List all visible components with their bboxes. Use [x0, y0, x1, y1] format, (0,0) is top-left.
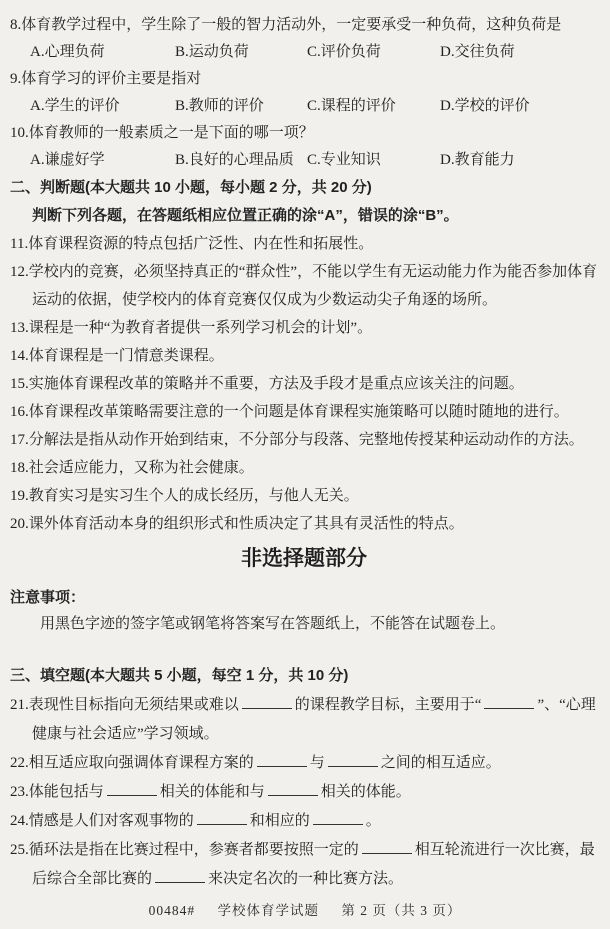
tf-item: 12.学校内的竞赛，必须坚持真正的“群众性”，不能以学生有无运动能力作为能否参加体育运动的依据，使学校内的体育竞赛仅仅成为少数运动尖子角逐的场所。 — [10, 264, 598, 308]
fill-blank-item: 22.相互适应取向强调体育课程方案的 与 之间的相互适应。 — [10, 755, 501, 771]
tf-item: 16.体育课程改革策略需要注意的一个问题是体育课程实施策略可以随时随地的进行。 — [10, 404, 569, 420]
judge-section-instruction: 判断下列各题，在答题纸相应位置正确的涂“A”，错误的涂“B”。 — [32, 207, 459, 224]
options-row — [10, 39, 598, 66]
non-choice-heading: 非选择题部分 — [241, 547, 367, 570]
tf-item: 11.体育课程资源的特点包括广泛性、内在性和拓展性。 — [10, 236, 374, 252]
tf-item: 13.课程是一种“为教育者提供一系列学习机会的计划”。 — [10, 320, 373, 336]
fill-blank-item: 21.表现性目标指向无须结果或难以 的课程教学目标，主要用于“ ”、“心理健康与社会适应”学习领域。 — [10, 697, 596, 742]
answer-blank — [197, 811, 247, 825]
fill-blank-item: 24.情感是人们对客观事物的 和相应的 。 — [10, 813, 381, 829]
answer-blank — [107, 782, 157, 796]
answer-blank — [328, 753, 378, 767]
answer-blank — [155, 869, 205, 883]
tf-item: 17.分解法是指从动作开始到结束，不分部分与段落、完整地传授某种运动动作的方法。 — [10, 432, 584, 448]
multiple-choice-section — [10, 12, 598, 174]
option: C.专业知识 — [307, 152, 381, 168]
answer-blank — [268, 782, 318, 796]
tf-item: 14.体育课程是一门情意类课程。 — [10, 348, 224, 364]
fill-section-title: 三、填空题(本大题共 5 小题，每空 1 分，共 10 分) — [10, 667, 349, 684]
tf-item: 15.实施体育课程改革的策略并不重要，方法及手段才是重点应该关注的问题。 — [10, 376, 524, 392]
judge-section-title: 二、判断题(本大题共 10 小题，每小题 2 分，共 20 分) — [10, 179, 372, 196]
option: A.学生的评价 — [30, 98, 120, 114]
true-false-section — [10, 174, 598, 538]
option: B.良好的心理品质 — [175, 152, 294, 168]
option: A.心理负荷 — [30, 44, 105, 60]
options-row — [10, 93, 598, 120]
exam-title: 学校体育学试题 — [217, 903, 319, 918]
answer-blank — [362, 840, 412, 854]
option: C.评价负荷 — [307, 44, 381, 60]
option: D.学校的评价 — [440, 98, 530, 114]
answer-blank — [313, 811, 363, 825]
notice-text: 用黑色字迹的签字笔或钢笔将答案写在答题纸上，不能答在试题卷上。 — [40, 616, 506, 632]
answer-blank — [242, 695, 292, 709]
option: B.运动负荷 — [175, 44, 249, 60]
fill-blank-section — [10, 662, 598, 894]
option: A.谦虚好学 — [30, 152, 105, 168]
question-stem: 9.体育学习的评价主要是指对 — [10, 71, 202, 87]
tf-item: 19.教育实习是实习生个人的成长经历，与他人无关。 — [10, 488, 359, 504]
options-row — [10, 147, 598, 174]
page-footer — [0, 899, 610, 919]
fill-blank-item: 25.循环法是指在比赛过程中，参赛者都要按照一定的 相互轮流进行一次比赛，最后综合全部比赛的 来决定名次的一种比赛方法。 — [10, 842, 595, 887]
option: B.教师的评价 — [175, 98, 264, 114]
question-stem: 8.体育教学过程中，学生除了一般的智力活动外，一定要承受一种负荷，这种负荷是 — [10, 17, 562, 33]
notice-title: 注意事项： — [10, 589, 86, 606]
notice-block — [10, 584, 598, 638]
page-number: 第 2 页（共 3 页） — [341, 903, 462, 918]
exam-code: 00484# — [148, 903, 196, 918]
option: D.交往负荷 — [440, 44, 515, 60]
true-false-items — [10, 230, 598, 538]
option: D.教育能力 — [440, 152, 515, 168]
tf-item: 18.社会适应能力，又称为社会健康。 — [10, 460, 254, 476]
option: C.课程的评价 — [307, 98, 396, 114]
fill-blank-item: 23.体能包括与 相关的体能和与 相关的体能。 — [10, 784, 411, 800]
answer-blank — [484, 695, 534, 709]
tf-item: 20.课外体育活动本身的组织形式和性质决定了其具有灵活性的特点。 — [10, 516, 464, 532]
question-stem: 10.体育教师的一般素质之一是下面的哪一项？ — [10, 125, 314, 141]
answer-blank — [257, 753, 307, 767]
fill-blank-items — [10, 691, 598, 894]
